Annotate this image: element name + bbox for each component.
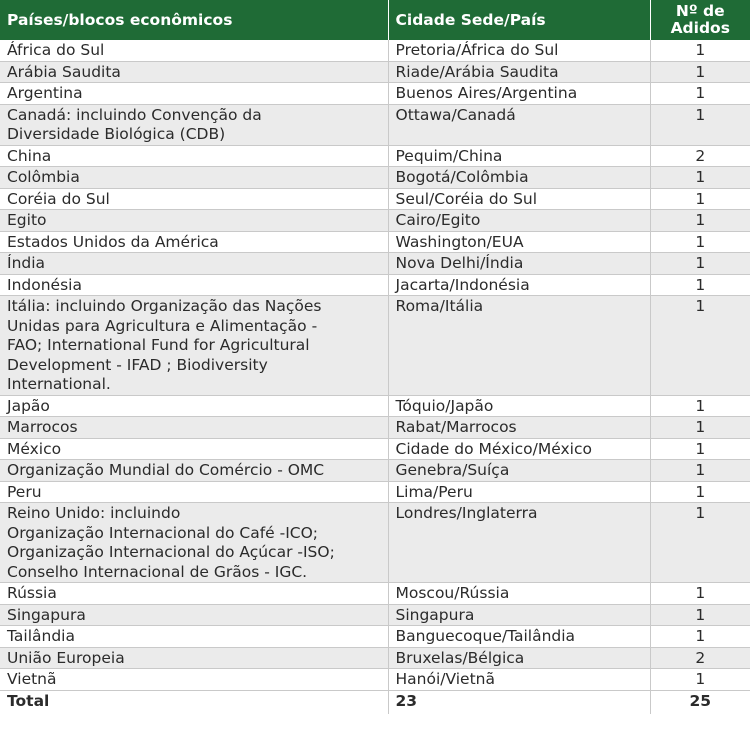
cell-adidos: 2 [650, 647, 750, 669]
table-row [0, 83, 750, 105]
cell-pais: Tailândia [0, 626, 388, 648]
cell-cidade: Tóquio/Japão [388, 395, 650, 417]
cell-adidos: 1 [650, 167, 750, 189]
cell-adidos: 1 [650, 604, 750, 626]
cell-pais: Singapura [0, 604, 388, 626]
cell-pais: Peru [0, 481, 388, 503]
cell-cidade: Genebra/Suíça [388, 460, 650, 482]
table-footer [0, 690, 750, 714]
cell-cidade: Bruxelas/Bélgica [388, 647, 650, 669]
cell-adidos: 1 [650, 83, 750, 105]
cell-cidade: Bogotá/Colômbia [388, 167, 650, 189]
cell-adidos: 1 [650, 503, 750, 583]
cell-pais: Vietnã [0, 669, 388, 691]
cell-cidade: Seul/Coréia do Sul [388, 188, 650, 210]
table-row [0, 626, 750, 648]
cell-cidade: Moscou/Rússia [388, 583, 650, 605]
table-row [0, 167, 750, 189]
cell-adidos: 1 [650, 274, 750, 296]
cell-pais: Organização Mundial do Comércio - OMC [0, 460, 388, 482]
cell-pais: Indonésia [0, 274, 388, 296]
total-row [0, 690, 750, 714]
cell-adidos: 1 [650, 296, 750, 396]
cell-adidos: 1 [650, 417, 750, 439]
cell-adidos: 1 [650, 104, 750, 145]
table-row [0, 40, 750, 61]
cell-adidos: 1 [650, 61, 750, 83]
cell-adidos: 1 [650, 481, 750, 503]
table-row [0, 145, 750, 167]
cell-pais: África do Sul [0, 40, 388, 61]
cell-adidos: 1 [650, 626, 750, 648]
cell-adidos: 1 [650, 231, 750, 253]
cell-pais: Itália: incluindo Organização das Nações Unidas para Agricultura e Alimentação - FAO; International Fund for Agricultural Development - IFAD ; Biodiversity International. [0, 296, 388, 396]
table-row [0, 274, 750, 296]
table-body [0, 40, 750, 690]
table-row [0, 438, 750, 460]
cell-cidade: Lima/Peru [388, 481, 650, 503]
cell-cidade: Rabat/Marrocos [388, 417, 650, 439]
table-row [0, 231, 750, 253]
cell-pais: Egito [0, 210, 388, 232]
cell-adidos: 2 [650, 145, 750, 167]
header-cidade: Cidade Sede/País [388, 0, 650, 40]
cell-pais: Rússia [0, 583, 388, 605]
cell-pais: Índia [0, 253, 388, 275]
table-row [0, 253, 750, 275]
cell-adidos: 1 [650, 188, 750, 210]
table-row [0, 481, 750, 503]
cell-adidos: 1 [650, 253, 750, 275]
cell-adidos: 1 [650, 40, 750, 61]
cell-cidade: Ottawa/Canadá [388, 104, 650, 145]
total-label: Total [0, 690, 388, 714]
header-paises: Países/blocos econômicos [0, 0, 388, 40]
cell-pais: Arábia Saudita [0, 61, 388, 83]
table-row [0, 669, 750, 691]
table-row [0, 503, 750, 583]
cell-adidos: 1 [650, 395, 750, 417]
cell-adidos: 1 [650, 438, 750, 460]
cell-cidade: Singapura [388, 604, 650, 626]
header-adidos-line2: Adidos [670, 19, 730, 37]
total-adidos: 25 [650, 690, 750, 714]
cell-pais: União Europeia [0, 647, 388, 669]
total-cidades: 23 [388, 690, 650, 714]
cell-pais: Argentina [0, 83, 388, 105]
table-header [0, 0, 750, 40]
cell-pais: Japão [0, 395, 388, 417]
table-row [0, 604, 750, 626]
table-row [0, 583, 750, 605]
cell-cidade: Jacarta/Indonésia [388, 274, 650, 296]
cell-cidade: Pretoria/África do Sul [388, 40, 650, 61]
table-row [0, 395, 750, 417]
table-row [0, 61, 750, 83]
cell-cidade: Riade/Arábia Saudita [388, 61, 650, 83]
cell-adidos: 1 [650, 210, 750, 232]
cell-pais: China [0, 145, 388, 167]
table-row [0, 296, 750, 396]
header-row [0, 0, 750, 40]
cell-pais: Estados Unidos da América [0, 231, 388, 253]
table-row [0, 210, 750, 232]
cell-pais: Marrocos [0, 417, 388, 439]
cell-adidos: 1 [650, 460, 750, 482]
cell-cidade: Banguecoque/Tailândia [388, 626, 650, 648]
cell-cidade: Londres/Inglaterra [388, 503, 650, 583]
cell-pais: Reino Unido: incluindo Organização Internacional do Café -ICO; Organização Internacional do Açúcar -ISO; Conselho Internacional de Grãos - IGC. [0, 503, 388, 583]
cell-pais: Coréia do Sul [0, 188, 388, 210]
cell-cidade: Roma/Itália [388, 296, 650, 396]
cell-cidade: Hanói/Vietnã [388, 669, 650, 691]
header-adidos [650, 0, 750, 40]
cell-adidos: 1 [650, 583, 750, 605]
cell-cidade: Washington/EUA [388, 231, 650, 253]
cell-pais: Colômbia [0, 167, 388, 189]
cell-cidade: Cidade do México/México [388, 438, 650, 460]
table-row [0, 104, 750, 145]
cell-pais: México [0, 438, 388, 460]
header-adidos-line1: Nº de [675, 2, 725, 20]
table-row [0, 417, 750, 439]
cell-cidade: Buenos Aires/Argentina [388, 83, 650, 105]
cell-adidos: 1 [650, 669, 750, 691]
cell-cidade: Pequim/China [388, 145, 650, 167]
cell-cidade: Nova Delhi/Índia [388, 253, 650, 275]
table-row [0, 647, 750, 669]
table-row [0, 460, 750, 482]
cell-pais: Canadá: incluindo Convenção da Diversidade Biológica (CDB) [0, 104, 388, 145]
table-row [0, 188, 750, 210]
cell-cidade: Cairo/Egito [388, 210, 650, 232]
